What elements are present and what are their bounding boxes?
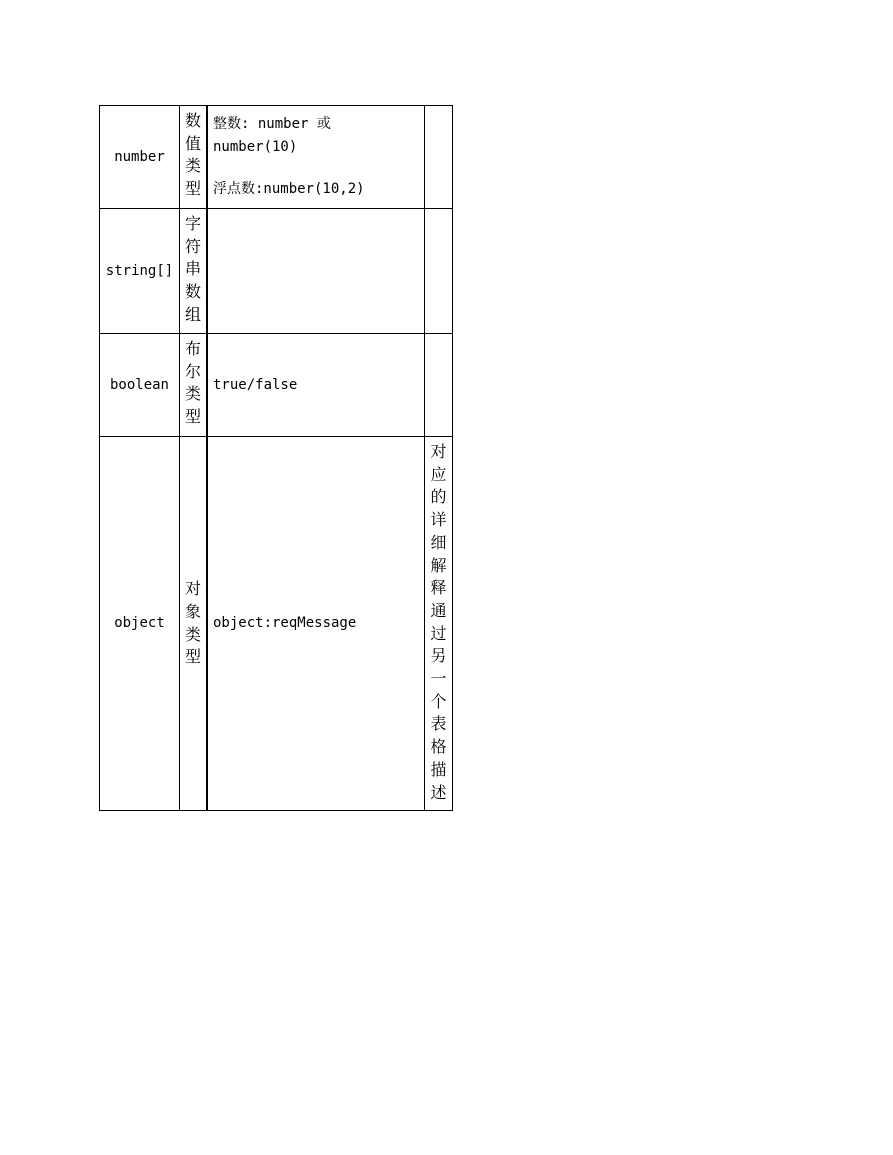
table-row (100, 106, 453, 209)
name-cell (180, 437, 208, 811)
note-cell (425, 437, 453, 811)
name-text: 布尔类型 (185, 339, 202, 427)
name-cell (180, 106, 208, 209)
desc-cell (207, 106, 425, 209)
type-cell: string[] (100, 209, 180, 334)
table-row (100, 334, 453, 437)
note-cell (425, 106, 453, 209)
desc-line: 浮点数:number(10,2) (213, 181, 365, 198)
name-cell (180, 209, 208, 334)
table-row (100, 437, 453, 811)
desc-line: true/false (213, 376, 298, 393)
desc-line: 整数: number 或 (213, 115, 331, 132)
desc-line: number(10) (213, 138, 298, 155)
desc-cell (207, 334, 425, 437)
desc-cell (207, 437, 425, 811)
name-text: 字符串数组 (185, 214, 202, 324)
note-text: 对应的详细解释通过另一个表格描述 (430, 442, 447, 802)
note-cell (425, 209, 453, 334)
type-cell: boolean (100, 334, 180, 437)
name-text: 对象类型 (185, 579, 202, 667)
type-cell: number (100, 106, 180, 209)
name-cell (180, 334, 208, 437)
data-types-table (99, 105, 453, 811)
note-cell (425, 334, 453, 437)
desc-spacer (213, 158, 419, 178)
desc-cell (207, 209, 425, 334)
type-cell: object (100, 437, 180, 811)
desc-line: object:reqMessage (213, 615, 357, 632)
table-row (100, 209, 453, 334)
name-text: 数值类型 (185, 111, 202, 199)
